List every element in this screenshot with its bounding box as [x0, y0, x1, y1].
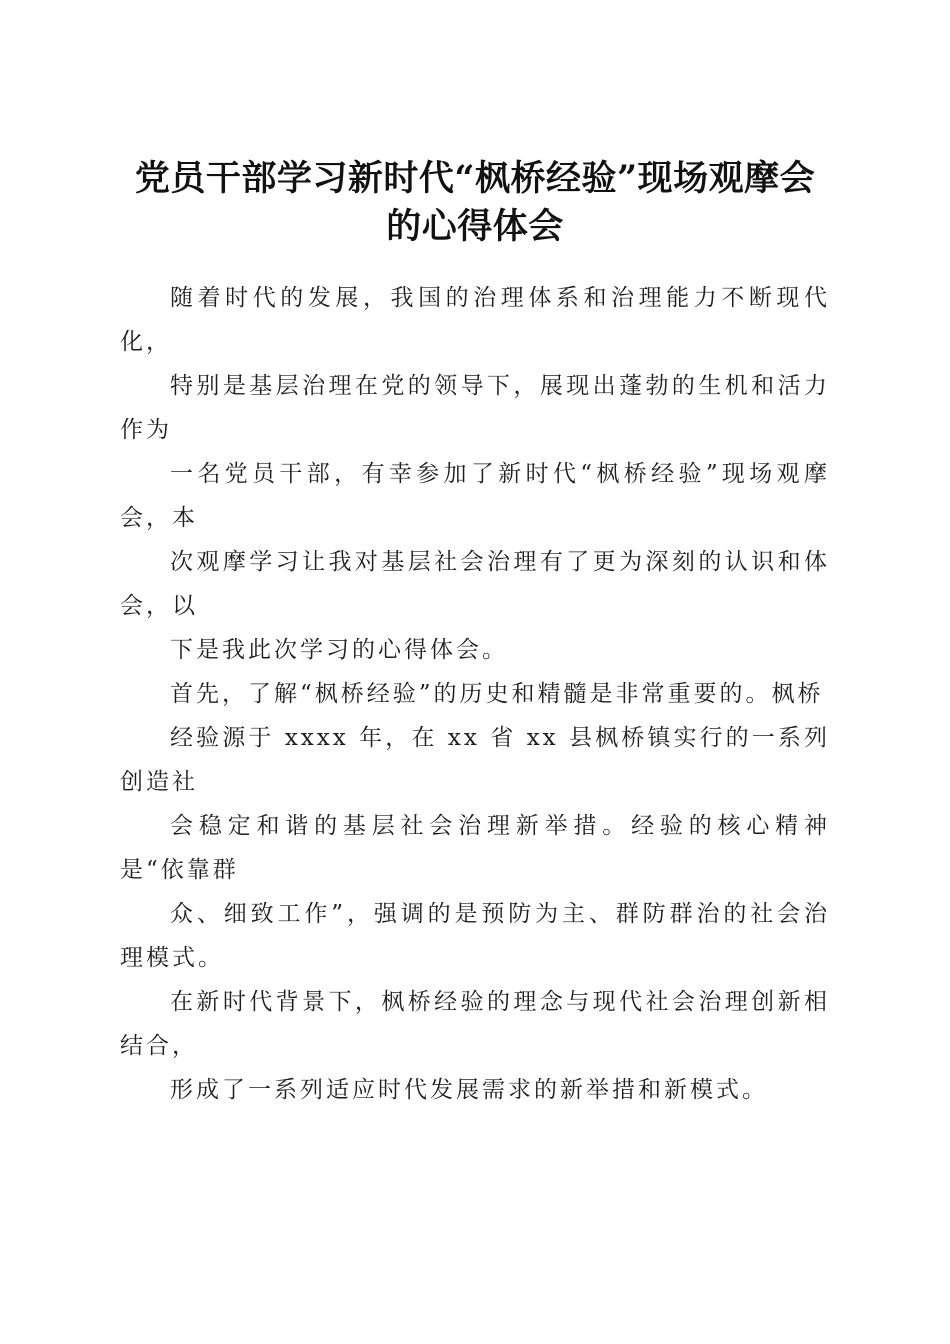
paragraph-1: 随着时代的发展，我国的治理体系和治理能力不断现代化， — [120, 285, 830, 355]
paragraph-8: 会稳定和谐的基层社会治理新举措。经验的核心精神是“依靠群 — [120, 813, 830, 883]
title-line-2: 的心得体会 — [386, 206, 564, 248]
paragraph-2: 特别是基层治理在党的领导下，展现出蓬勃的生机和活力作为 — [120, 373, 830, 443]
document-body — [120, 276, 830, 1112]
paragraph-7: 经验源于 xxxx 年，在 xx 省 xx 县枫桥镇实行的一系列创造社 — [120, 725, 830, 795]
title-line-1: 党员干部学习新时代“枫桥经验”现场观摩会 — [134, 158, 816, 200]
paragraph-10: 在新时代背景下，枫桥经验的理念与现代社会治理创新相结合， — [120, 989, 830, 1059]
paragraph-4: 次观摩学习让我对基层社会治理有了更为深刻的认识和体会，以 — [120, 549, 830, 619]
paragraph-6: 首先，了解“枫桥经验”的历史和精髓是非常重要的。枫桥 — [170, 681, 824, 707]
paragraph-11: 形成了一系列适应时代发展需求的新举措和新模式。 — [170, 1077, 768, 1103]
paragraph-3: 一名党员干部，有幸参加了新时代“枫桥经验”现场观摩会，本 — [120, 461, 830, 531]
paragraph-5: 下是我此次学习的心得体会。 — [170, 637, 508, 663]
paragraph-9: 众、细致工作”，强调的是预防为主、群防群治的社会治理模式。 — [120, 901, 830, 971]
document-title — [110, 155, 840, 251]
